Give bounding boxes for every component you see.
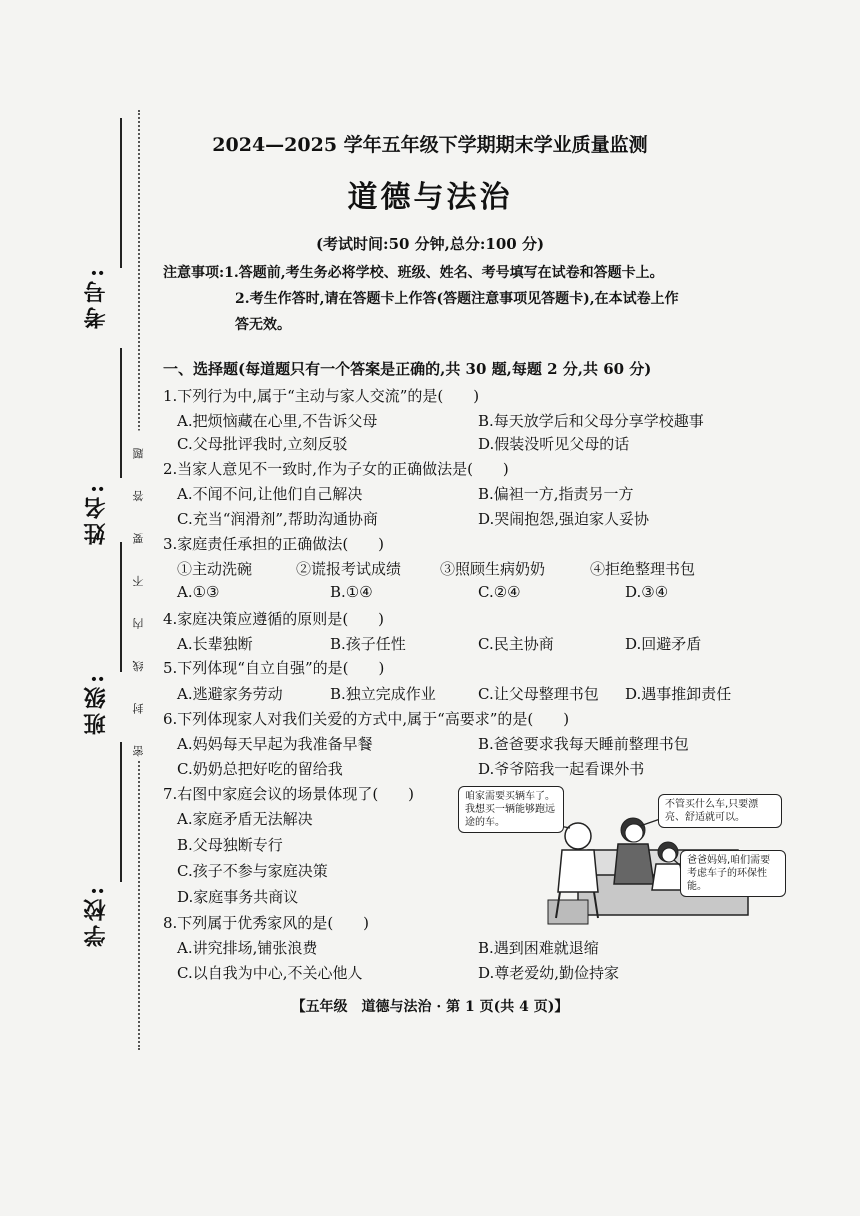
question-stem: 7.右图中家庭会议的场景体现了( ) [163, 785, 415, 803]
notice [163, 260, 803, 338]
school-line [120, 742, 122, 882]
option: B.父母独断专行 [177, 836, 283, 854]
option: D.回避矛盾 [625, 635, 702, 653]
name-line [120, 348, 122, 478]
option: C.奶奶总把好吃的留给我 [177, 760, 343, 778]
statement-item: ①主动洗碗 [177, 560, 253, 578]
option: A.家庭矛盾无法解决 [177, 810, 313, 828]
speech-bubble-mom: 不管买什么车,只要漂亮、舒适就可以。 [658, 794, 782, 828]
option: A.讲究排场,铺张浪费 [177, 939, 318, 957]
page-footer: 【五年级 道德与法治 · 第 1 页(共 4 页)】 [291, 999, 569, 1015]
subject-title: 道德与法治 [347, 180, 513, 215]
option: B.偏袒一方,指责另一方 [478, 485, 634, 503]
statement-item: ④拒绝整理书包 [590, 560, 696, 578]
notice-line-2: 2.考生作答时,请在答题卡上作答(答题注意事项见答题卡),在本试卷上作 [235, 291, 679, 307]
exam-title: 2024—2025 学年五年级下学期期末学业质量监测 [212, 134, 648, 156]
option: A.把烦恼藏在心里,不告诉父母 [177, 412, 378, 430]
option: B.爸爸要求我每天睡前整理书包 [478, 735, 689, 753]
option: A.长辈独断 [177, 635, 253, 653]
question-stem: 2.当家人意见不一致时,作为子女的正确做法是( ) [163, 460, 509, 478]
question-stem: 5.下列体现“自立自强”的是( ) [163, 659, 385, 677]
option: B.遇到困难就退缩 [478, 939, 599, 957]
option: B.①④ [330, 583, 373, 601]
option: D.哭闹抱怨,强迫家人妥协 [478, 510, 650, 528]
question-stem: 6.下列体现家人对我们关爱的方式中,属于“高要求”的是( ) [163, 710, 570, 728]
exam-info: (考试时间:50 分钟,总分:100 分) [315, 235, 545, 253]
option: D.尊老爱幼,勤俭持家 [478, 964, 620, 982]
statement-item: ②谎报考试成绩 [296, 560, 402, 578]
option: D.遇事推卸责任 [625, 685, 732, 703]
school-label: 学校: [83, 882, 109, 948]
option: D.③④ [625, 583, 669, 601]
option: A.逃避家务劳动 [177, 685, 283, 703]
option: B.孩子任性 [330, 635, 406, 653]
exam-number-label: 考号: [83, 264, 109, 330]
option: C.让父母整理书包 [478, 685, 599, 703]
option: A.①③ [177, 583, 220, 601]
option: C.②④ [478, 583, 521, 601]
statement-item: ③照顾生病奶奶 [440, 560, 546, 578]
speech-bubble-kid: 爸爸妈妈,咱们需要考虑车子的环保性能。 [680, 850, 786, 897]
option: C.以自我为中心,不关心他人 [177, 964, 363, 982]
class-line [120, 542, 122, 672]
speech-bubble-dad: 咱家需要买辆车了。我想买一辆能够跑远途的车。 [458, 786, 564, 833]
section-heading: 一、选择题(每道题只有一个答案是正确的,共 30 题,每题 2 分,共 60 分) [163, 360, 652, 378]
question-stem: 4.家庭决策应遵循的原则是( ) [163, 610, 385, 628]
option: A.妈妈每天早起为我准备早餐 [177, 735, 373, 753]
notice-line-3: 答无效。 [235, 317, 291, 333]
option: C.充当“润滑剂”,帮助沟通协商 [177, 510, 378, 528]
notice-line-1: 注意事项:1.答题前,考生务必将学校、班级、姓名、考号填写在试卷和答题卡上。 [163, 265, 664, 281]
question-stem: 3.家庭责任承担的正确做法( ) [163, 535, 385, 553]
question-stem: 1.下列行为中,属于“主动与家人交流”的是( ) [163, 387, 480, 405]
option: D.家庭事务共商议 [177, 888, 299, 906]
option: B.每天放学后和父母分享学校趣事 [478, 412, 704, 430]
option: C.父母批评我时,立刻反驳 [177, 435, 348, 453]
option: C.孩子不参与家庭决策 [177, 862, 328, 880]
option: D.爷爷陪我一起看课外书 [478, 760, 645, 778]
family-meeting-cartoon [458, 780, 788, 928]
seal-text: 密 封 线 内 不 要 答 题 [131, 430, 147, 760]
option: B.独立完成作业 [330, 685, 436, 703]
option: C.民主协商 [478, 635, 554, 653]
option: D.假装没听见父母的话 [478, 435, 630, 453]
question-stem: 8.下列属于优秀家风的是( ) [163, 914, 370, 932]
class-label: 班级: [83, 670, 109, 736]
name-label: 姓名: [83, 480, 109, 546]
option: A.不闻不问,让他们自己解决 [177, 485, 363, 503]
